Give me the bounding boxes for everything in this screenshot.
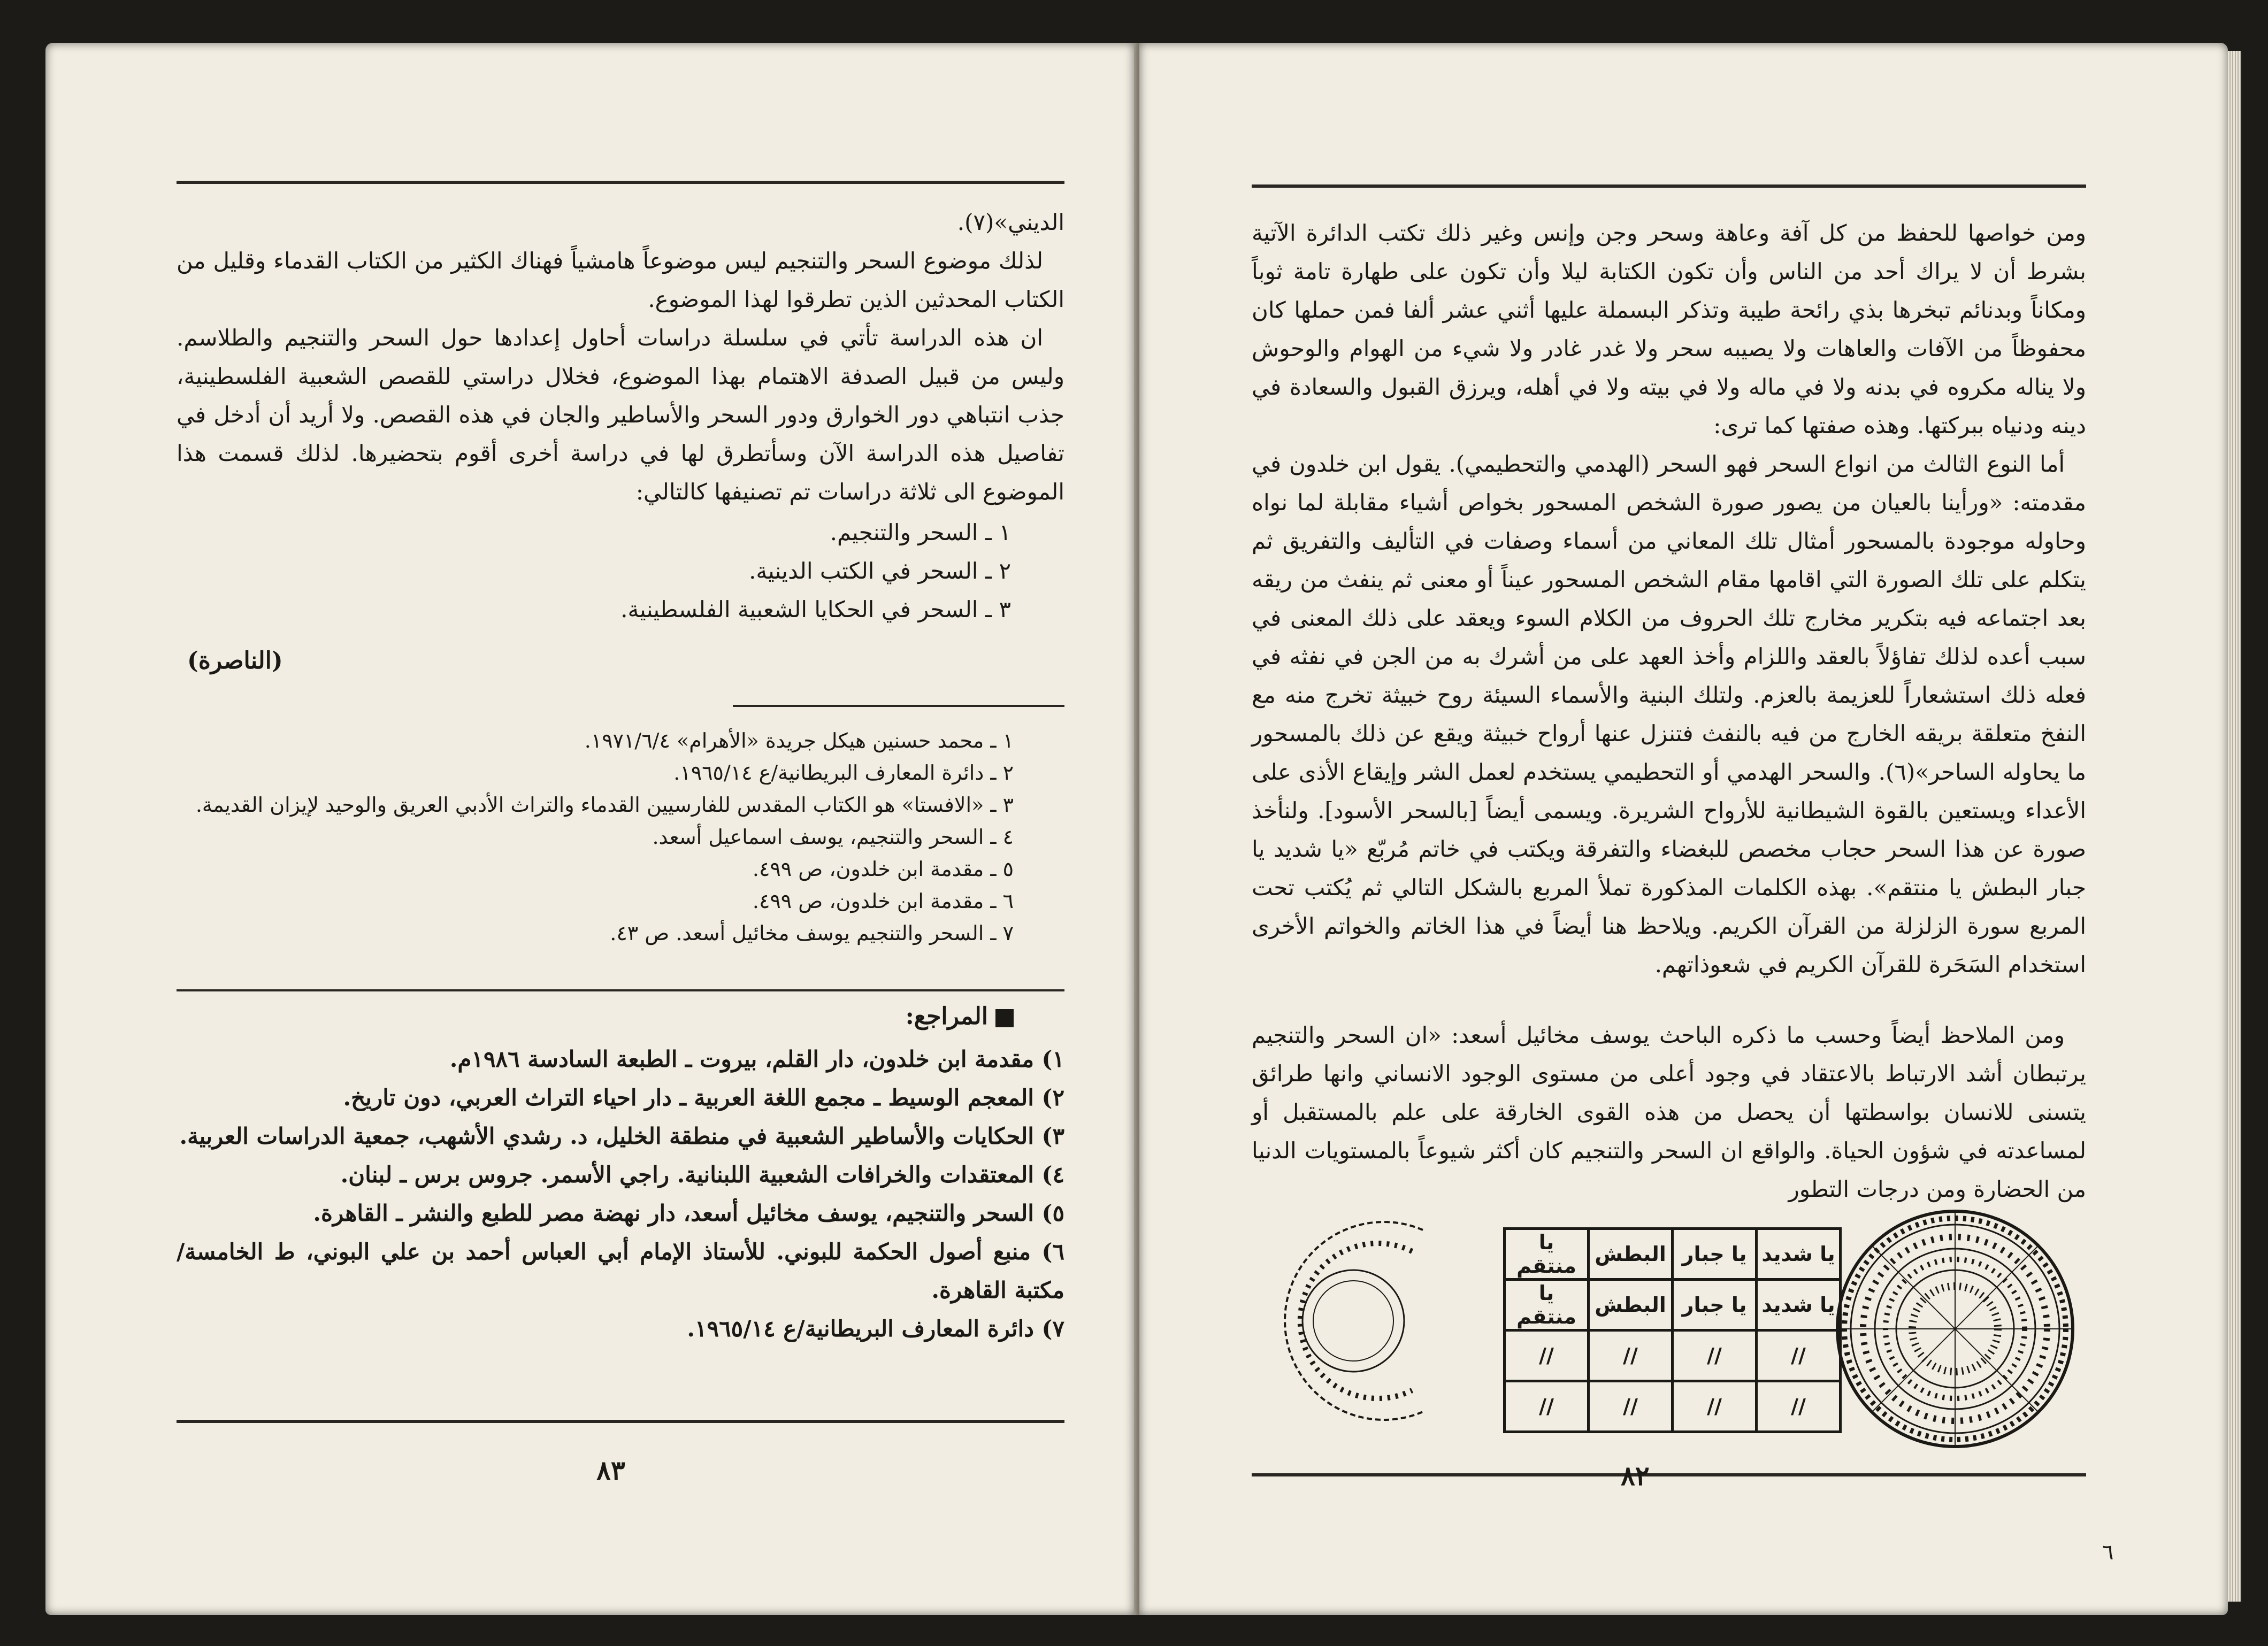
top-rule — [177, 181, 1064, 184]
footnote: ٤ ـ السحر والتنجيم، يوسف اسماعيل أسعد. — [652, 825, 1014, 849]
grid-cell: يا جبار — [1673, 1229, 1757, 1280]
source-item: ٦) منبع أصول الحكمة للبوني. للأستاذ الإمام أبي العباس أحمد بن علي البوني، ط الخامسة/ مكتبة القاهرة. — [177, 1239, 1064, 1303]
page-83 — [45, 43, 1134, 1615]
list-item: ٣ ـ السحر في الحكايا الشعبية الفلسطينية. — [620, 596, 1011, 622]
footnote: ٥ ـ مقدمة ابن خلدون، ص ٤٩٩. — [752, 857, 1014, 881]
page-number: ٨٢ — [1621, 1460, 1650, 1491]
grid-cell: البطش — [1589, 1280, 1673, 1330]
signature-place: (الناصرة) — [187, 647, 283, 674]
paragraph: لذلك موضوع السحر والتنجيم ليس موضوعاً هامشياً فهناك الكثير من الكتاب القدماء وقليل من الكتاب المحدثين الذين تطرقوا لهذا الموضوع. — [177, 248, 1064, 312]
footnote: ٧ ـ السحر والتنجيم يوسف مخائيل أسعد. ص ٤٣. — [610, 921, 1014, 945]
footnote: ٣ ـ «الافستا» هو الكتاب المقدس للفارسيين القدماء والتراث الأدبي العريق والوحيد لإيزان القديمة. — [195, 793, 1014, 817]
grid-cell: // — [1589, 1381, 1673, 1432]
footnote: ٢ ـ دائرة المعارف البريطانية/ع ١٩٦٥/١٤. — [673, 761, 1014, 784]
footnotes — [126, 725, 1014, 949]
talisman-grid — [1503, 1227, 1842, 1433]
source-item: ٣) الحكايات والأساطير الشعبية في منطقة الخليل، د. رشدي الأشهب، جمعية الدراسات العربية. — [179, 1123, 1064, 1149]
talisman-seal-partial — [1246, 1214, 1450, 1428]
grid-cell: // — [1757, 1330, 1841, 1381]
paragraph: أما النوع الثالث من انواع السحر فهو السحر (الهدمي والتحطيمي). يقول ابن خلدون في مقدمته: «ورأينا بالعيان من يصور صورة الشخص المسحور بخواص أشياء مقابلة لما نواه وحاوله موجودة بالمسحور أمثال تلك المعاني من أسماء وصفات في التأليف والتفريق ثم يتكلم على تلك الصورة التي اقامها مقام الشخص المسحور عيناً أو معنى ثم ينفث من ريقه بعد اجتماعه فيه بتكرير مخارج تلك الحروف من الكلام السوء ويعقد على ذلك المعنى في سبب أعده لذلك تفاؤلاً بالعقد واللزام وأخذ العهد على من أشرك به من الجن في نفثه في فعله ذلك استشعاراً للعزيمة بالعزم. ولتلك البنية والأسماء السيئة روح خبيثة تخرج منه مع النفخ متعلقة بريقه الخارج من فيه بالنفث فتنزل عنها أرواح خبيثة ويقع عن ذلك بالمسحور ما يحاوله الساحر»(٦). والسحر الهدمي أو التحطيمي يستخدم لعمل الشر وإيقاع الأذى على الأعداء ويستعين بالقوة الشيطانية للأرواح الشريرة. ويسمى أيضاً [بالسحر الأسود]. ولنأخذ صورة عن هذا السحر حجاب مخصص للبغضاء والتفرقة ويكتب في خاتم مُربّع «يا شديد يا جبار البطش يا منتقم». بهذه الكلمات المذكورة تملأ المربع بالشكل التالي ثم يُكتب تحت المربع سورة الزلزلة من القرآن الكريم. ويلاحظ هنا أيضاً في هذا الخاتم والخواتم الأخرى استخدام السَحَرة للقرآن الكريم في شعوذاتهم. — [1252, 451, 2086, 978]
grid-cell: // — [1505, 1381, 1589, 1432]
grid-cell: يا شديد — [1757, 1280, 1841, 1330]
classification-list — [177, 513, 1011, 629]
bottom-rule — [1252, 1473, 2086, 1476]
grid-cell: // — [1505, 1330, 1589, 1381]
list-item: ١ ـ السحر والتنجيم. — [830, 519, 1011, 545]
top-rule — [1252, 184, 2086, 188]
sources-list — [177, 1040, 1064, 1348]
page-number: ٨٣ — [596, 1455, 625, 1486]
grid-cell: البطش — [1589, 1229, 1673, 1280]
right-body-text — [1252, 214, 2086, 1209]
talisman-seal-circle — [1829, 1203, 2081, 1455]
grid-cell: يا منتقم — [1505, 1229, 1589, 1280]
grid-cell: // — [1589, 1330, 1673, 1381]
page-82 — [1139, 43, 2228, 1615]
source-item: ١) مقدمة ابن خلدون، دار القلم، بيروت ـ الطبعة السادسة ١٩٨٦م. — [449, 1046, 1064, 1072]
square-bullet-icon — [995, 1009, 1014, 1027]
grid-cell: // — [1673, 1381, 1757, 1432]
source-item: ٤) المعتقدات والخرافات الشعبية اللبنانية. راجي الأسمر. جروس برس ـ لبنان. — [340, 1162, 1064, 1188]
paragraph: ان هذه الدراسة تأتي في سلسلة دراسات أحاول إعدادها حول السحر والتنجيم والطلاسم. وليس من قبيل الصدفة الاهتمام بهذا الموضوع، فخلال دراستي للقصص الشعبية الفلسطينية، جذب انتباهي دور الخوارق ودور السحر والأساطير والجان في هذه القصص. ولا أريد أن أدخل في تفاصيل هذه الدراسة الآن وسأتطرق لها في دراسة أخرى أقوم بتحضيرها. لذلك قسمت هذا الموضوع الى ثلاثة دراسات تم تصنيفها كالتالي: — [177, 325, 1064, 505]
grid-cell: // — [1673, 1330, 1757, 1381]
source-item: ٥) السحر والتنجيم، يوسف مخائيل أسعد، دار نهضة مصر للطبع والنشر ـ القاهرة. — [313, 1200, 1064, 1226]
corner-mark: ٦ — [2102, 1540, 2114, 1565]
list-item: ٢ ـ السحر في الكتب الدينية. — [749, 558, 1011, 584]
footnote: ٦ ـ مقدمة ابن خلدون، ص ٤٩٩. — [752, 889, 1014, 913]
paragraph: الديني»(٧). — [957, 209, 1064, 235]
paragraph: ومن الملاحظ أيضاً وحسب ما ذكره الباحث يوسف مخائيل أسعد: «ان السحر والتنجيم يرتبطان أشد الارتباط بالاعتقاد في وجود أعلى من مستوى الوجود الانساني وانها طرائق يتسنى للانسان بواسطتها أن يحصل من هذه القوى الخارقة على علم بالمستقبل أو لمساعدته في شؤون الحياة. والواقع ان السحر والتنجيم كان أكثر شيوعاً بالمستويات الدنيا من الحضارة ومن درجات التطور — [1252, 1022, 2086, 1202]
left-body-text — [177, 203, 1064, 511]
bottom-rule — [177, 1420, 1064, 1423]
grid-cell: يا شديد — [1757, 1229, 1841, 1280]
footnote: ١ ـ محمد حسنين هيكل جريدة «الأهرام» ١٩٧١/٦/٤. — [584, 729, 1014, 752]
sources-heading-label: المراجع: — [905, 1003, 988, 1030]
footnote-rule — [733, 705, 1064, 707]
grid-cell: // — [1757, 1381, 1841, 1432]
sources-rule — [177, 989, 1064, 991]
grid-cell: يا جبار — [1673, 1280, 1757, 1330]
sources-heading — [906, 1003, 1014, 1030]
paragraph: ومن خواصها للحفظ من كل آفة وعاهة وسحر وجن وإنس وغير ذلك تكتب الدائرة الآتية بشرط أن لا يراك أحد من الناس وأن تكون الكتابة ليلا وأن تكون على طهارة تامة ثوباً ومكاناً وبدنائم تبخرها بذي رائحة طيبة وتذكر البسملة عليها أثني عشر ألفا فمن حملها كان محفوظاً من الآفات والعاهات ولا يصيبه سحر ولا غدر غادر ولا شيء من الهوام والوحوش ولا يناله مكروه في بدنه ولا في ماله ولا في بيته ولا في أهله، ويرزق القبول والسعادة في دينه ودنياه ببركتها. وهذه صفتها كما ترى: — [1252, 220, 2086, 439]
source-item: ٧) دائرة المعارف البريطانية/ع ١٩٦٥/١٤. — [687, 1316, 1064, 1342]
source-item: ٢) المعجم الوسيط ـ مجمع اللغة العربية ـ دار احياء التراث العربي، دون تاريخ. — [343, 1084, 1064, 1111]
grid-cell: يا منتقم — [1505, 1280, 1589, 1330]
